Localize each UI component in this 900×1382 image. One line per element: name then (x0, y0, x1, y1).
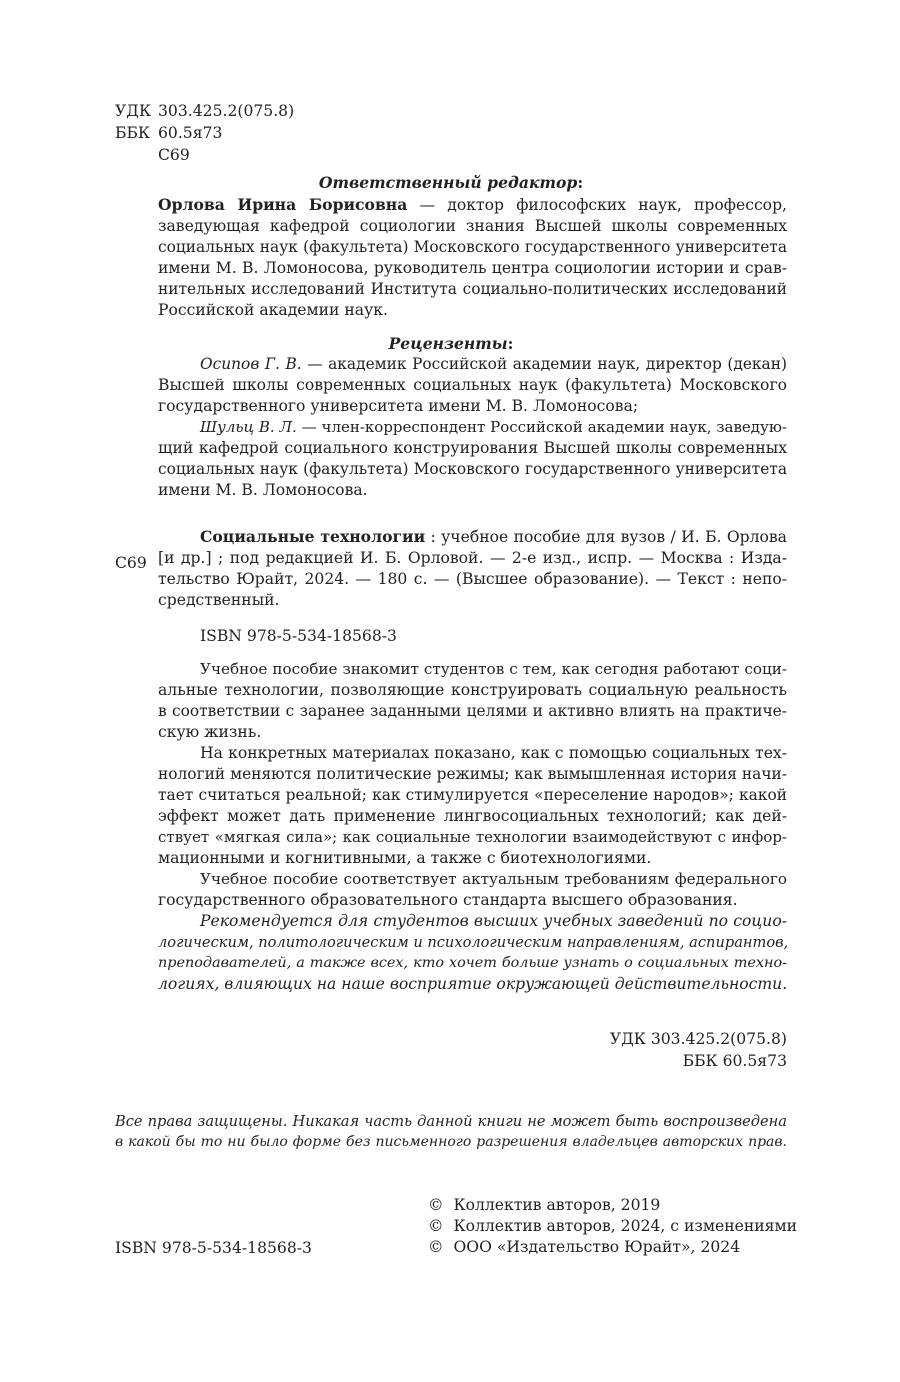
reviewer-line: щий кафедрой социального конструирования Высшей школы современных (158, 439, 787, 457)
reviewer-1-name: Осипов Г. В. (200, 355, 302, 373)
biblio-isbn: ISBN 978-5-534-18568-3 (200, 627, 397, 645)
annotation-line: государственного образовательного стандарта высшего образования. (158, 891, 738, 909)
biblio-line: Социальные технологии : учебное пособие для вузов / И. Б. Орлова (200, 527, 787, 546)
udk-value: 303.425.2(075.8) (158, 102, 295, 120)
annotation-line: логическим, политологическим и психологическим направлениям, аспирантов, (158, 934, 789, 951)
editor-heading (115, 172, 787, 194)
editor-line: имени М. В. Ломоносова, руководитель центра социологии истории и срав- (158, 259, 787, 277)
reviewer-line: Осипов Г. В. — академик Российской академии наук, директор (декан) (200, 355, 787, 373)
author-mark: С69 (158, 146, 190, 164)
editor-line: Орлова Ирина Борисовна — доктор философских наук, профессор, (158, 195, 788, 214)
annotation-line: Учебное пособие знакомит студентов с тем, как сегодня работают соци- (200, 660, 787, 678)
reviewer-2-name: Шульц В. Л. (200, 418, 297, 436)
bbk-value: 60.5я73 (158, 124, 223, 142)
reviewer-line: имени М. В. Ломоносова. (158, 481, 368, 499)
rights-line: Все права защищены. Никакая часть данной книги не может быть воспроизведена (115, 1113, 787, 1130)
editor-paragraph (158, 194, 787, 321)
reviewer-line: Высшей школы современных социальных наук (факультета) Московского (158, 376, 787, 394)
annotation-line: эффект может дать применение лингвосоциальных технологий; как дей- (158, 807, 787, 825)
udk-label: УДК (115, 102, 152, 120)
annotation-line: ствует «мягкая сила»; как социальные технологии взаимодействуют с инфор- (158, 828, 787, 846)
reviewers-heading-colon: : (507, 334, 514, 353)
editor-heading-colon: : (577, 173, 584, 192)
annotation-line: Рекомендуется для студентов высших учебных заведений по социо- (200, 912, 787, 930)
copyright-line: © Коллектив авторов, 2024, с изменениями (428, 1217, 797, 1235)
annotation-line: тает считаться реальной; как стимулируется «переселение народов»; какой (158, 786, 787, 804)
biblio-line: [и др.] ; под редакцией И. Б. Орловой. — 2-е изд., испр. — Москва : Изда- (158, 549, 787, 567)
reviewer-line: социальных наук (факультета) Московского государственного университета (158, 460, 787, 478)
udk-bottom: УДК 303.425.2(075.8) (609, 1030, 787, 1048)
annotation-line: нологий меняются политические режимы; как вымышленная история начи- (158, 765, 787, 783)
book-title: Социальные технологии (200, 527, 426, 546)
copyright-symbol: © (428, 1217, 444, 1235)
reviewers-list (158, 354, 787, 501)
reviewers-heading-text: Рецензенты (388, 334, 508, 353)
reviewers-heading (115, 333, 787, 355)
annotation-line: мационными и когнитивными, а также с биотехнологиями. (158, 849, 652, 867)
annotation-line: преподавателей, а также всех, кто хочет больше узнать о социальных техно- (158, 955, 787, 971)
copyright-line: © Коллектив авторов, 2019 (428, 1196, 661, 1214)
bbk-label: ББК (115, 124, 150, 142)
editor-name: Орлова Ирина Борисовна (158, 195, 408, 214)
editor-line: социальных наук (факультета) Московского государственного университета (158, 238, 787, 256)
bbk-bottom: ББК 60.5я73 (682, 1052, 787, 1070)
footer-isbn: ISBN 978-5-534-18568-3 (115, 1239, 312, 1257)
editor-line: Российской академии наук. (158, 301, 388, 319)
biblio-margin-mark: С69 (115, 554, 147, 572)
editor-line: заведующая кафедрой социологии знания Высшей школы современных (158, 217, 787, 235)
copyright-line: © ООО «Издательство Юрайт», 2024 (428, 1238, 741, 1256)
biblio-record (158, 526, 787, 611)
editor-heading-text: Ответственный редактор (318, 173, 578, 192)
editor-line: нительных исследований Института социально-политических исследований (158, 280, 787, 298)
annotation (158, 659, 787, 995)
rights-notice (115, 1111, 787, 1153)
annotation-line: альные технологии, позволяющие конструировать социальную реальность (158, 681, 787, 699)
annotation-line: логиях, влияющих на наше восприятие окружающей действительности. (158, 975, 788, 993)
reviewer-line: государственного университета имени М. В. Ломоносова; (158, 397, 639, 415)
biblio-line: средственный. (158, 591, 280, 609)
annotation-line: в соответствии с заранее заданными целями и активно влиять на практиче- (158, 702, 787, 720)
biblio-line: тельство Юрайт, 2024. — 180 с. — (Высшее образование). — Текст : непо- (158, 570, 787, 588)
copyright-symbol: © (428, 1196, 444, 1214)
rights-line: в какой бы то ни было форме без письменного разрешения владельцев авторских прав. (115, 1134, 787, 1150)
reviewer-line: Шульц В. Л. — член-корреспондент Российской академии наук, заведую- (200, 418, 787, 436)
annotation-line: скую жизнь. (158, 723, 262, 741)
copyright-list (428, 1195, 797, 1258)
annotation-line: На конкретных материалах показано, как с помощью социальных тех- (200, 744, 787, 762)
annotation-line: Учебное пособие соответствует актуальным требованиям федерального (200, 870, 787, 888)
copyright-symbol: © (428, 1238, 444, 1256)
